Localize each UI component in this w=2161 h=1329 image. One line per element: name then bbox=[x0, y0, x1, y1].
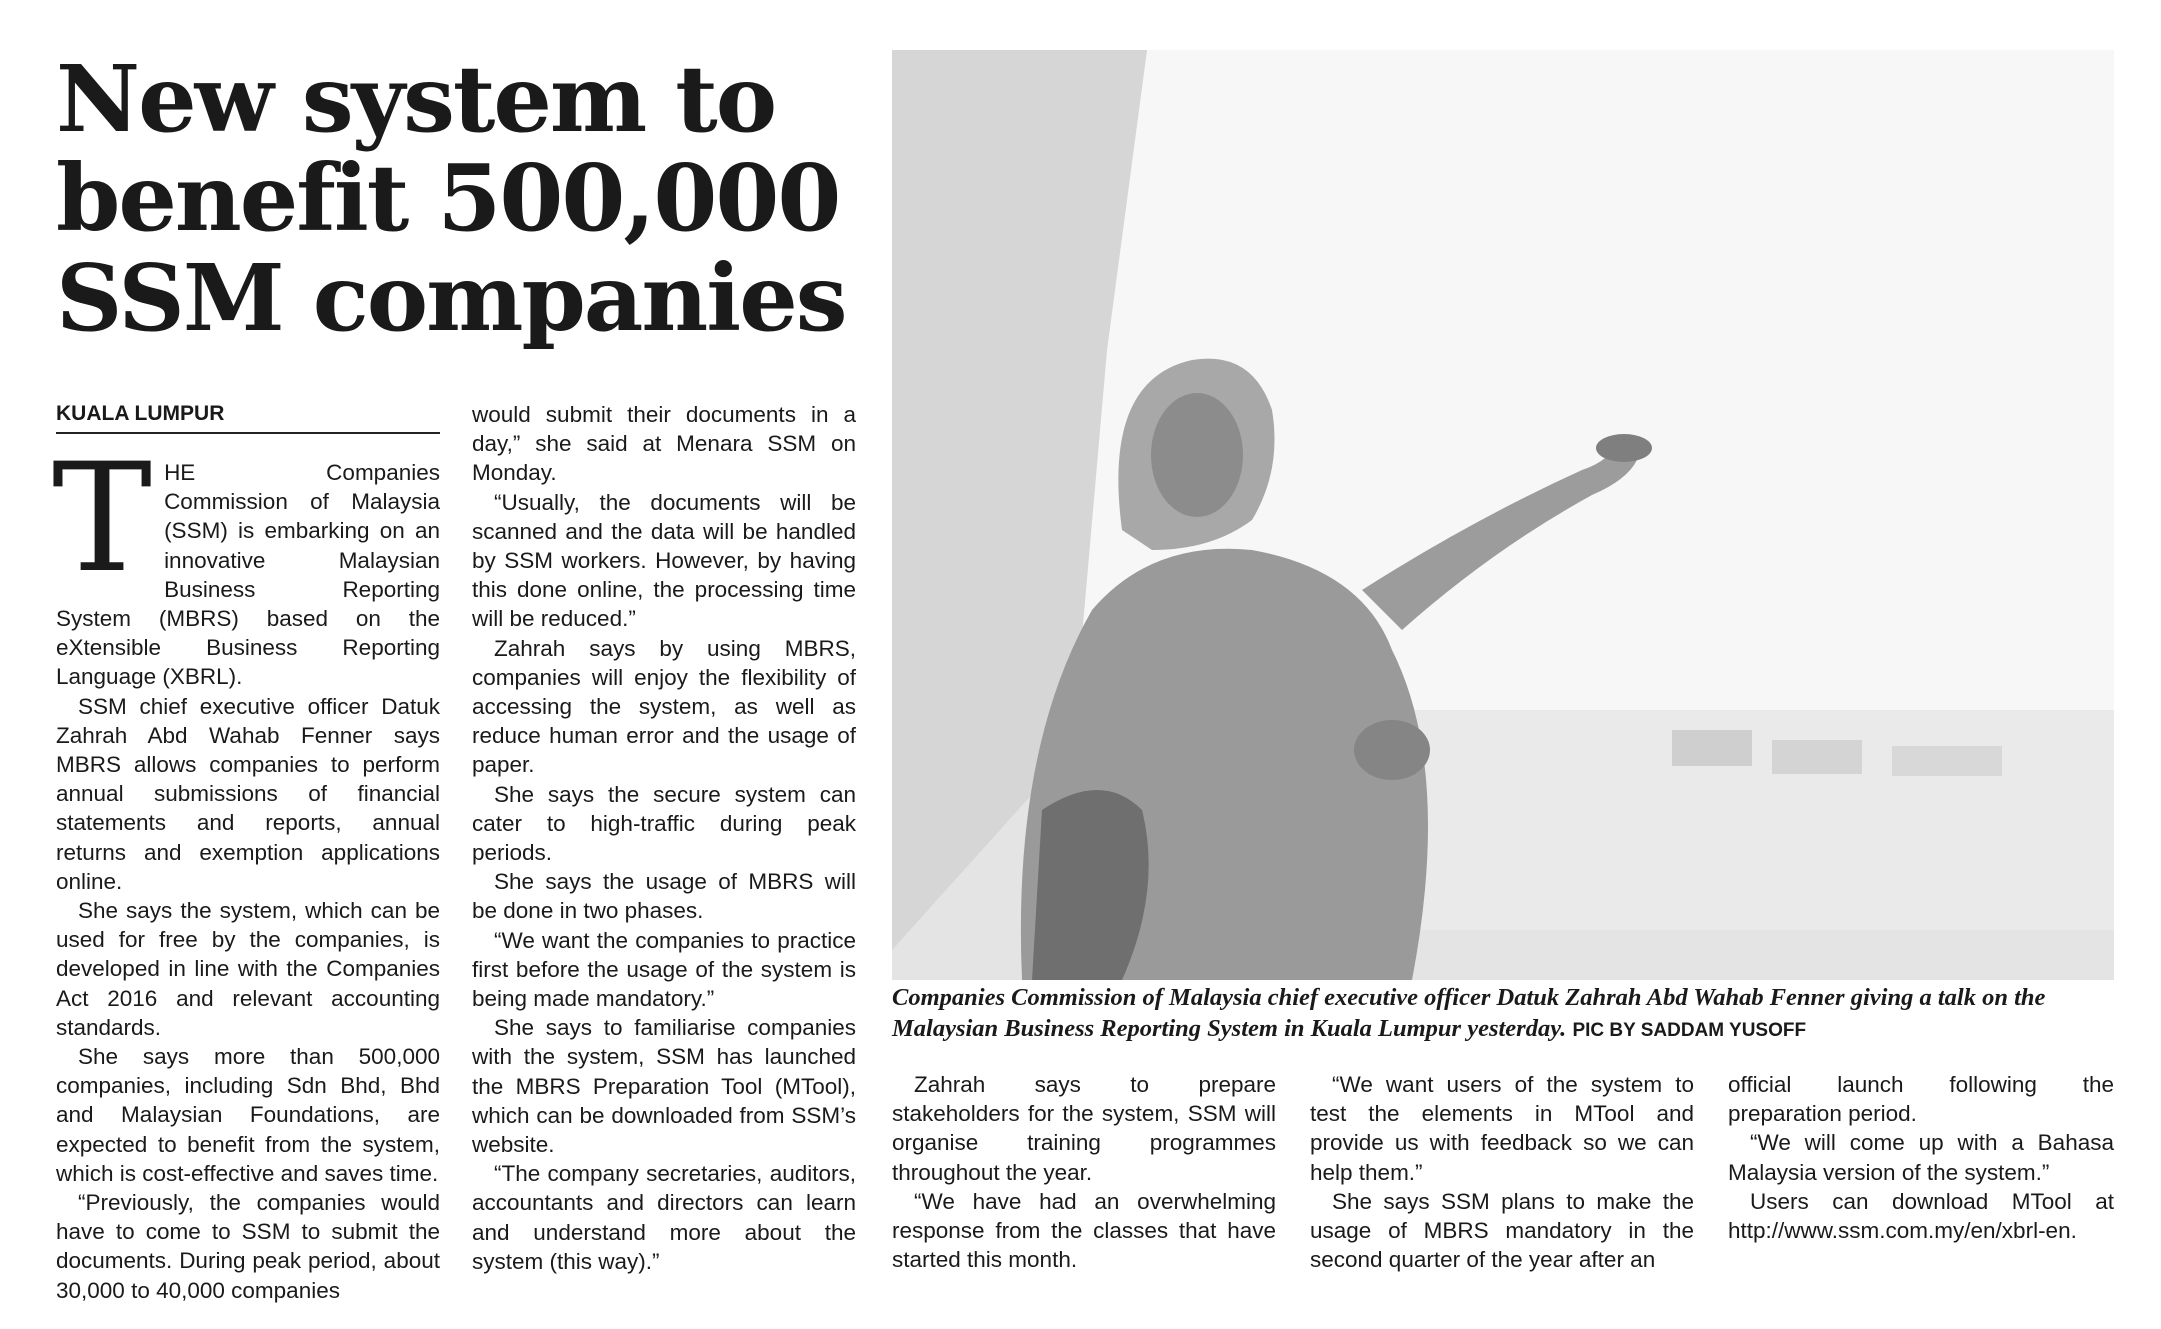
lace-sleeve bbox=[1032, 790, 1149, 980]
slide-bar bbox=[1892, 746, 2002, 776]
paragraph: She says to familiarise companies with the system, SSM has launched the MBRS Preparation Tool (MTool), which can be downloaded from SSM’s website. bbox=[472, 1015, 856, 1158]
article-column-4 bbox=[1310, 1070, 1694, 1274]
paragraph: Zahrah says by using MBRS, companies will enjoy the flexibility of accessing the system, as well as reduce human error and the usage of paper. bbox=[472, 635, 856, 778]
paragraph-lead bbox=[52, 432, 440, 692]
paragraph: She says more than 500,000 companies, including Sdn Bhd, Bhd and Malaysian Foundations, are expected to benefit from the system, which is cost-effective and saves time. bbox=[56, 1044, 440, 1186]
paragraph: “We want users of the system to test the elements in MTool and provide us with feedback so we can help them.” bbox=[1310, 1072, 1694, 1185]
paragraph: “We want the companies to practice first before the usage of the system is being made mandatory.” bbox=[472, 927, 856, 1012]
photo-caption bbox=[892, 982, 2114, 1046]
paragraph-text: HE Companies Commission of Malaysia (SSM) is embarking on an innovative Malaysian Business Reporting System (MBRS) based on the eXtensible Business Reporting Language (XBRL). bbox=[56, 460, 440, 690]
paragraph: “The company secretaries, auditors, accountants and directors can learn and understand more about the system (this way).” bbox=[472, 1161, 856, 1274]
paragraph: would submit their documents in a day,” she said at Menara SSM on Monday. bbox=[472, 402, 856, 486]
headline bbox=[56, 45, 876, 352]
drop-cap: T bbox=[52, 432, 153, 606]
article-column-2 bbox=[472, 400, 856, 1276]
paragraph: “We will come up with a Bahasa Malaysia version of the system.” bbox=[1728, 1130, 2114, 1185]
paragraph: “Usually, the documents will be scanned and the data will be handled by SSM workers. However, by having this done online, the processing time will be reduced.” bbox=[472, 489, 856, 632]
paragraph: She says the usage of MBRS will be done in two phases. bbox=[472, 869, 856, 924]
paragraph: She says the secure system can cater to high-traffic during peak periods. bbox=[472, 781, 856, 866]
paragraph: “Previously, the companies would have to come to SSM to submit the documents. During peak period, about 30,000 to 40,000 companies bbox=[56, 1190, 440, 1303]
photo-credit: PIC BY SADDAM YUSOFF bbox=[1572, 1020, 1807, 1041]
photo-illustration bbox=[892, 50, 2114, 980]
paragraph: Zahrah says to prepare stakeholders for the system, SSM will organise training programmes throughout the year. bbox=[892, 1072, 1276, 1185]
paragraph: Users can download MTool at http://www.ssm.com.my/en/xbrl-en. bbox=[1728, 1188, 2114, 1244]
paragraph: She says the system, which can be used for free by the companies, is developed in line with the Companies Act 2016 and relevant accounting standards. bbox=[56, 898, 440, 1040]
article-column-3 bbox=[892, 1070, 1276, 1274]
face bbox=[1151, 393, 1243, 517]
dateline: KUALA LUMPUR bbox=[56, 402, 440, 434]
article-photo bbox=[892, 50, 2114, 980]
slide-bar bbox=[1672, 730, 1752, 766]
article-column-5 bbox=[1728, 1070, 2114, 1245]
paragraph: She says SSM plans to make the usage of MBRS mandatory in the second quarter of the year after an bbox=[1310, 1188, 1694, 1273]
paragraph: “We have had an overwhelming response from the classes that have started this month. bbox=[892, 1188, 1276, 1273]
caption-text: Companies Commission of Malaysia chief executive officer Datuk Zahrah Abd Wahab Fenner giving a talk on the Malaysian Business Reporting System in Kuala Lumpur yesterday. bbox=[892, 984, 2046, 1042]
headline-line-2: benefit 500,000 bbox=[56, 144, 840, 253]
headline-line-3: SSM companies bbox=[56, 243, 846, 352]
paragraph: SSM chief executive officer Datuk Zahrah Abd Wahab Fenner says MBRS allows companies to perform annual submissions of financial statements and reports, annual returns and exemption applications online. bbox=[56, 693, 440, 894]
slide-bar bbox=[1772, 740, 1862, 774]
resting-hand bbox=[1354, 720, 1430, 780]
pointing-hand bbox=[1596, 434, 1652, 462]
article-column-1 bbox=[52, 432, 440, 1305]
headline-line-1: New system to bbox=[56, 45, 776, 153]
paragraph: official launch following the preparation period. bbox=[1728, 1072, 2114, 1127]
